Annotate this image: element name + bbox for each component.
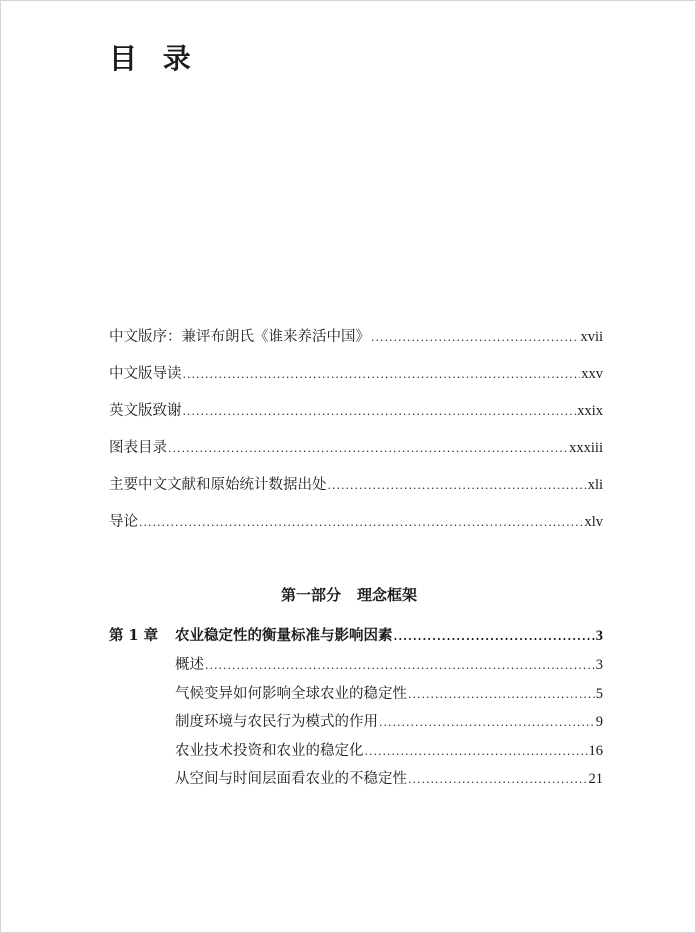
dot-leader <box>205 655 595 677</box>
section-title: 从空间与时间层面看农业的不稳定性 <box>175 771 407 787</box>
page-title: 目 录 <box>109 42 199 75</box>
dot-leader <box>379 712 595 734</box>
section-page: 3 <box>595 657 603 673</box>
section-list <box>175 654 603 797</box>
toc-entry-title: 主要中文文献和原始统计数据出处 <box>109 477 327 493</box>
section-entry[interactable] <box>175 740 603 769</box>
dot-leader <box>168 438 568 460</box>
dot-leader <box>371 327 579 349</box>
section-entry[interactable] <box>175 711 603 740</box>
toc-entry-title: 中文版导读 <box>109 366 182 382</box>
section-entry[interactable] <box>175 654 603 683</box>
toc-entry[interactable] <box>109 400 603 437</box>
toc-entry-title: 英文版致谢 <box>109 403 182 419</box>
chapter-block <box>109 625 603 797</box>
toc-entry-title: 图表目录 <box>109 440 167 456</box>
toc-entry-page: xlv <box>584 514 603 530</box>
section-page: 21 <box>588 771 603 787</box>
dot-leader <box>183 401 577 423</box>
toc-entry-title: 中文版序：兼评布朗氏《谁来养活中国》 <box>109 329 370 345</box>
part-name: 理念框架 <box>357 586 418 604</box>
toc-entry[interactable] <box>109 474 603 511</box>
section-page: 16 <box>588 742 603 759</box>
toc-entry-page: xxix <box>577 403 603 419</box>
chapter-title: 农业稳定性的衡量标准与影响因素 <box>175 627 393 644</box>
dot-leader <box>183 364 581 386</box>
toc-entry[interactable] <box>109 437 603 474</box>
dot-leader <box>139 512 583 534</box>
dot-leader <box>408 684 595 706</box>
toc-entry-page: xli <box>587 477 603 493</box>
toc-entry-title: 导论 <box>109 514 138 530</box>
chapter-entry[interactable] <box>109 625 603 654</box>
chapter-page: 3 <box>595 628 603 644</box>
section-title: 概述 <box>175 657 204 673</box>
chapter-number: 第 1 章 <box>109 627 159 644</box>
toc-entry[interactable] <box>109 326 603 363</box>
section-page: 5 <box>595 685 603 702</box>
toc-entry-page: xxxiii <box>569 440 603 456</box>
section-title: 农业技术投资和农业的稳定化 <box>175 742 364 759</box>
section-title: 气候变异如何影响全球农业的稳定性 <box>175 685 407 702</box>
toc-entry[interactable] <box>109 363 603 400</box>
part-heading <box>1 584 696 606</box>
toc-entry[interactable] <box>109 511 603 548</box>
dot-leader <box>394 626 595 648</box>
dot-leader <box>408 769 588 791</box>
toc-entry-page: xxv <box>581 366 603 382</box>
part-number: 第一部分 <box>280 586 341 604</box>
front-matter-list <box>109 326 603 548</box>
section-title: 制度环境与农民行为模式的作用 <box>175 714 378 730</box>
section-entry[interactable] <box>175 683 603 712</box>
toc-entry-page: xvii <box>580 329 603 345</box>
dot-leader <box>328 475 587 497</box>
dot-leader <box>365 741 588 763</box>
section-entry[interactable] <box>175 768 603 797</box>
section-page: 9 <box>595 714 603 730</box>
